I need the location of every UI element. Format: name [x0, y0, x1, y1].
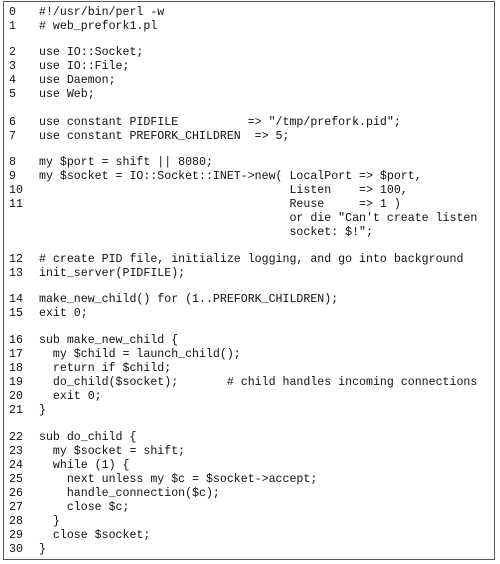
line-text: sub make_new_child { — [39, 334, 179, 347]
line-text: #!/usr/bin/perl -w — [39, 6, 165, 19]
code-line — [4, 459, 494, 473]
line-text: use constant PIDFILE => "/tmp/prefork.pid"; — [39, 116, 401, 129]
line-number: 4 — [9, 74, 16, 87]
code-line — [4, 293, 494, 307]
line-number: 26 — [9, 487, 23, 500]
code-line — [4, 307, 494, 321]
code-line — [4, 60, 494, 74]
code-line — [4, 404, 494, 418]
line-number: 18 — [9, 362, 23, 375]
code-line — [4, 529, 494, 543]
code-line — [4, 156, 494, 170]
code-line — [4, 74, 494, 88]
line-text: close $socket; — [39, 529, 151, 542]
line-text: } — [39, 543, 46, 556]
line-text: my $socket = shift; — [39, 445, 186, 458]
line-text: socket: $!"; — [39, 226, 373, 239]
line-text: make_new_child() for (1..PREFORK_CHILDREN); — [39, 293, 339, 306]
line-number: 20 — [9, 390, 23, 403]
line-number: 21 — [9, 404, 23, 417]
line-text: next unless my $c = $socket->accept; — [39, 473, 318, 486]
line-number: 24 — [9, 459, 23, 472]
line-text: use IO::Socket; — [39, 46, 144, 59]
code-line — [4, 348, 494, 362]
line-number: 7 — [9, 130, 16, 143]
line-number: 22 — [9, 431, 23, 444]
line-text: return if $child; — [39, 362, 172, 375]
line-number: 14 — [9, 293, 23, 306]
code-line — [4, 390, 494, 404]
line-number: 27 — [9, 501, 23, 514]
line-text: use Daemon; — [39, 74, 116, 87]
line-text: while (1) { — [39, 459, 130, 472]
line-number: 2 — [9, 46, 16, 59]
code-line — [4, 445, 494, 459]
line-number: 5 — [9, 88, 16, 101]
code-line — [4, 267, 494, 281]
line-number: 3 — [9, 60, 16, 73]
code-line — [4, 515, 494, 529]
code-line — [4, 184, 494, 198]
line-text: } — [39, 515, 60, 528]
line-number: 15 — [9, 307, 23, 320]
line-text: } — [39, 404, 46, 417]
line-number: 25 — [9, 473, 23, 486]
code-line — [4, 543, 494, 557]
code-line — [4, 88, 494, 102]
line-text: or die "Can't create listen — [39, 212, 478, 225]
line-number: 8 — [9, 156, 16, 169]
line-text: init_server(PIDFILE); — [39, 267, 186, 280]
code-listing — [3, 1, 495, 560]
code-line — [4, 473, 494, 487]
code-line — [4, 46, 494, 60]
code-line — [4, 362, 494, 376]
code-line — [4, 487, 494, 501]
code-line — [4, 334, 494, 348]
line-number: 30 — [9, 543, 23, 556]
line-text: my $child = launch_child(); — [39, 348, 241, 361]
code-line — [4, 431, 494, 445]
code-line — [4, 20, 494, 34]
code-line — [4, 501, 494, 515]
code-line — [4, 376, 494, 390]
line-text: my $port = shift || 8080; — [39, 156, 213, 169]
code-line — [4, 226, 494, 240]
line-number: 13 — [9, 267, 23, 280]
line-text: # web_prefork1.pl — [39, 20, 158, 33]
line-text: do_child($socket); # child handles incoming connections — [39, 376, 478, 389]
line-number: 16 — [9, 334, 23, 347]
line-number: 12 — [9, 253, 23, 266]
line-number: 29 — [9, 529, 23, 542]
line-text: Listen => 100, — [39, 184, 408, 197]
line-number: 9 — [9, 170, 16, 183]
line-number: 19 — [9, 376, 23, 389]
line-number: 6 — [9, 116, 16, 129]
code-line — [4, 116, 494, 130]
code-line — [4, 6, 494, 20]
line-text: exit 0; — [39, 390, 102, 403]
line-number: 1 — [9, 20, 16, 33]
code-line — [4, 212, 494, 226]
line-text: # create PID file, initialize logging, and go into background — [39, 253, 464, 266]
line-text: my $socket = IO::Socket::INET->new( LocalPort => $port, — [39, 170, 422, 183]
line-number: 23 — [9, 445, 23, 458]
line-text: use constant PREFORK_CHILDREN => 5; — [39, 130, 290, 143]
line-text: use Web; — [39, 88, 95, 101]
line-text: exit 0; — [39, 307, 88, 320]
line-text: Reuse => 1 ) — [39, 198, 401, 211]
line-text: close $c; — [39, 501, 130, 514]
code-line — [4, 198, 494, 212]
line-text: sub do_child { — [39, 431, 137, 444]
line-number: 10 — [9, 184, 23, 197]
line-text: use IO::File; — [39, 60, 130, 73]
line-number: 17 — [9, 348, 23, 361]
code-line — [4, 170, 494, 184]
line-text: handle_connection($c); — [39, 487, 220, 500]
code-line — [4, 253, 494, 267]
line-number: 0 — [9, 6, 16, 19]
line-number: 28 — [9, 515, 23, 528]
code-line — [4, 130, 494, 144]
line-number: 11 — [9, 198, 23, 211]
